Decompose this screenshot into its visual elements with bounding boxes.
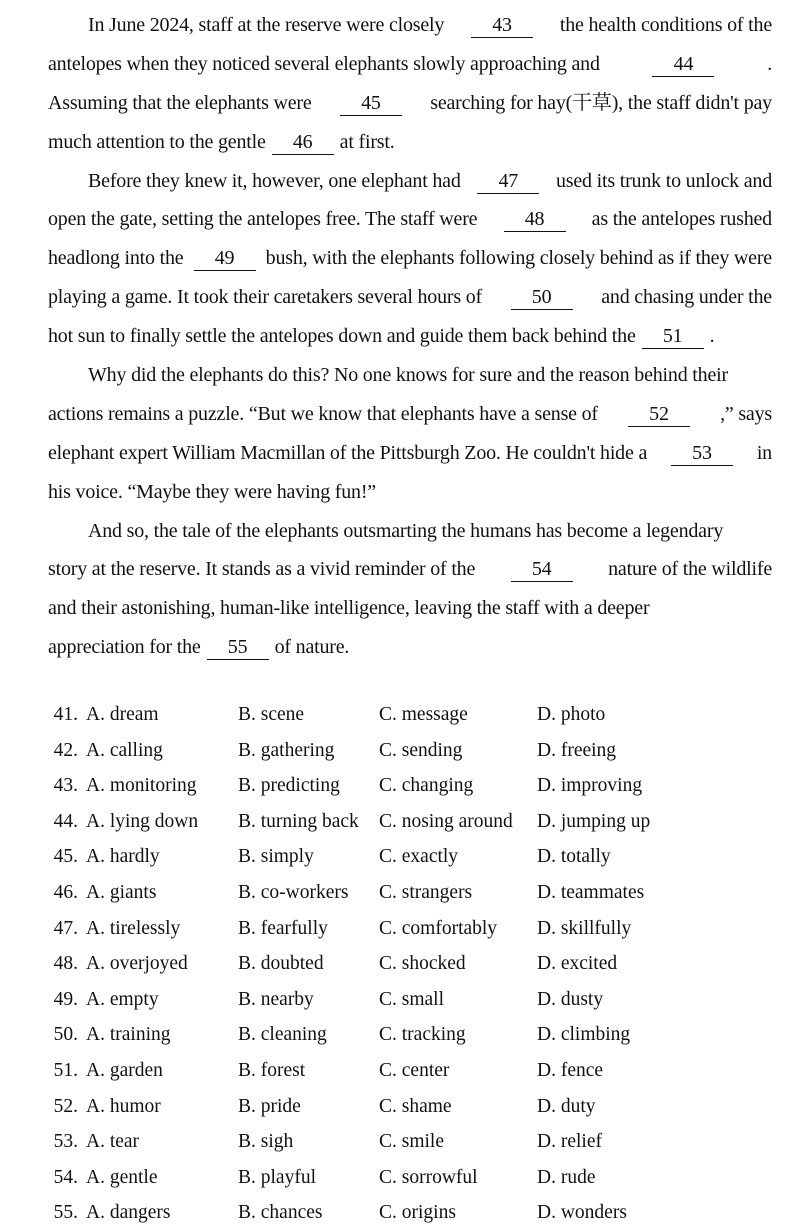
- passage-text: searching for hay(干草), the staff didn't pay: [430, 91, 772, 114]
- option-d: D. freeing: [537, 739, 617, 761]
- option-row-52: [22, 1089, 782, 1125]
- question-number: 51.: [53, 1059, 78, 1081]
- question-number: 50.: [53, 1024, 78, 1046]
- passage-line: [48, 589, 772, 628]
- option-b: B. fearfully: [238, 917, 328, 939]
- passage-text: In June 2024, staff at the reserve were closely: [88, 14, 445, 36]
- passage-line: [48, 84, 772, 123]
- option-d: D. jumping up: [537, 810, 651, 832]
- option-b: B. pride: [238, 1095, 301, 1117]
- passage-text: Before they knew it, however, one elephant had: [88, 169, 461, 192]
- option-b: B. co-workers: [238, 881, 349, 903]
- blank-54: 54: [511, 557, 573, 582]
- passage-line: [48, 550, 772, 589]
- option-b: B. cleaning: [238, 1024, 327, 1046]
- passage-text: Assuming that the elephants were: [48, 91, 312, 114]
- option-b: B. simply: [238, 846, 314, 868]
- option-a: A. calling: [86, 739, 163, 761]
- blank-44: 44: [652, 52, 714, 77]
- option-b: B. forest: [238, 1059, 306, 1081]
- option-b: B. gathering: [238, 739, 335, 761]
- passage-text: nature of the wildlife: [608, 558, 772, 581]
- option-b: B. nearby: [238, 988, 314, 1010]
- option-b: B. chances: [238, 1202, 323, 1224]
- passage-text: Why did the elephants do this? No one knows for sure and the reason behind their: [88, 364, 728, 387]
- option-c: C. smile: [379, 1131, 445, 1153]
- passage-line: [48, 239, 772, 278]
- option-row-53: [22, 1124, 782, 1160]
- option-c: C. sending: [379, 739, 463, 761]
- question-number: 48.: [53, 953, 78, 975]
- option-a: A. overjoyed: [86, 953, 188, 975]
- question-number: 49.: [53, 988, 78, 1010]
- blank-50: 50: [511, 285, 573, 310]
- passage-line: [48, 317, 772, 356]
- passage-text: actions remains a puzzle. “But we know that elephants have a sense of: [48, 402, 598, 425]
- option-a: A. monitoring: [86, 775, 197, 797]
- option-a: A. dream: [86, 704, 159, 725]
- passage-line: [48, 473, 772, 512]
- blank-47: 47: [477, 169, 539, 194]
- option-a: A. gentle: [86, 1166, 158, 1188]
- option-row-46: [22, 875, 782, 911]
- option-c: C. small: [379, 988, 445, 1010]
- option-row-49: [22, 982, 782, 1018]
- blank-51: 51: [642, 324, 704, 349]
- option-b: B. playful: [238, 1166, 316, 1188]
- option-b: B. scene: [238, 704, 305, 725]
- option-c: C. comfortably: [379, 917, 498, 939]
- option-c: C. nosing around: [379, 810, 513, 832]
- option-a: A. lying down: [86, 810, 199, 832]
- option-c: C. origins: [379, 1202, 456, 1224]
- cloze-passage: [48, 6, 772, 667]
- passage-text: at first.: [339, 130, 395, 153]
- passage-text: And so, the tale of the elephants outsmarting the humans has become a legendary: [88, 519, 724, 542]
- passage-line: [48, 200, 772, 239]
- passage-line: [48, 395, 772, 434]
- passage-text: appreciation for the: [48, 636, 201, 659]
- option-d: D. teammates: [537, 881, 645, 903]
- option-c: C. shocked: [379, 953, 466, 975]
- blank-48: 48: [504, 207, 566, 232]
- blank-49: 49: [194, 246, 256, 271]
- passage-text: much attention to the gentle: [48, 130, 266, 153]
- passage-line: [48, 162, 772, 201]
- option-a: A. tirelessly: [86, 917, 181, 939]
- question-number: 46.: [53, 881, 78, 903]
- option-c: C. center: [379, 1059, 450, 1081]
- option-row-44: [22, 804, 782, 840]
- question-number: 54.: [53, 1166, 78, 1188]
- option-d: D. rude: [537, 1166, 596, 1188]
- option-a: A. training: [86, 1024, 171, 1046]
- passage-text: ,” says: [720, 402, 772, 425]
- option-row-48: [22, 946, 782, 982]
- option-row-42: [22, 733, 782, 769]
- blank-52: 52: [628, 402, 690, 427]
- option-a: A. humor: [86, 1095, 161, 1117]
- option-a: A. garden: [86, 1059, 163, 1081]
- option-a: A. hardly: [86, 846, 160, 868]
- option-row-54: [22, 1160, 782, 1196]
- option-c: C. shame: [379, 1095, 452, 1117]
- question-number: 44.: [53, 810, 78, 832]
- option-d: D. wonders: [537, 1202, 627, 1224]
- passage-text: his voice. “Maybe they were having fun!”: [48, 480, 376, 503]
- passage-text: antelopes when they noticed several elephants slowly approaching and: [48, 52, 600, 75]
- passage-line: [48, 123, 772, 162]
- blank-53: 53: [671, 441, 733, 466]
- option-d: D. dusty: [537, 988, 604, 1010]
- passage-line: [48, 278, 772, 317]
- option-row-50: [22, 1017, 782, 1053]
- passage-text: headlong into the: [48, 247, 184, 270]
- question-number: 45.: [53, 846, 78, 868]
- answer-options: [22, 697, 782, 1231]
- passage-line: [48, 45, 772, 84]
- passage-text: as the antelopes rushed: [591, 208, 772, 231]
- option-a: A. tear: [86, 1131, 140, 1153]
- passage-text: playing a game. It took their caretakers several hours of: [48, 286, 482, 309]
- option-c: C. message: [379, 704, 468, 725]
- question-number: 55.: [53, 1202, 78, 1224]
- option-d: D. relief: [537, 1131, 602, 1153]
- option-d: D. fence: [537, 1059, 604, 1081]
- passage-text: hot sun to finally settle the antelopes down and guide them back behind the: [48, 325, 636, 348]
- option-row-55: [22, 1195, 782, 1231]
- passage-text: and chasing under the: [601, 286, 772, 309]
- option-d: D. excited: [537, 953, 618, 975]
- option-d: D. climbing: [537, 1024, 631, 1046]
- option-b: B. turning back: [238, 810, 359, 832]
- blank-43: 43: [471, 13, 533, 38]
- question-number: 53.: [53, 1131, 78, 1153]
- passage-text: of nature.: [274, 636, 350, 659]
- passage-text: open the gate, setting the antelopes free. The staff were: [48, 208, 478, 231]
- blank-45: 45: [340, 91, 402, 116]
- option-row-41: [22, 697, 782, 733]
- passage-text: the health conditions of the: [559, 14, 772, 36]
- passage-line: [48, 356, 772, 395]
- passage-text: .: [709, 325, 715, 348]
- option-c: C. changing: [379, 775, 474, 797]
- option-d: D. improving: [537, 775, 643, 797]
- option-row-45: [22, 839, 782, 875]
- option-b: B. doubted: [238, 953, 324, 975]
- passage-line: [48, 512, 772, 551]
- blank-55: 55: [207, 635, 269, 660]
- option-d: D. skillfully: [537, 917, 632, 939]
- option-b: B. predicting: [238, 775, 340, 797]
- passage-line: [48, 434, 772, 473]
- option-c: C. sorrowful: [379, 1166, 478, 1188]
- question-number: 52.: [53, 1095, 78, 1117]
- passage-line: [48, 6, 772, 45]
- passage-text: .: [767, 52, 772, 75]
- passage-text: in: [756, 441, 772, 464]
- passage-text: and their astonishing, human-like intelligence, leaving the staff with a deeper: [48, 597, 650, 620]
- passage-text: used its trunk to unlock and: [555, 169, 772, 192]
- option-d: D. photo: [537, 704, 606, 725]
- passage-line: [48, 628, 772, 667]
- option-row-51: [22, 1053, 782, 1089]
- question-number: 41.: [53, 704, 78, 725]
- option-a: A. giants: [86, 881, 157, 903]
- option-row-43: [22, 768, 782, 804]
- passage-text: story at the reserve. It stands as a vivid reminder of the: [48, 558, 476, 581]
- option-d: D. totally: [537, 846, 611, 868]
- option-a: A. dangers: [86, 1202, 171, 1224]
- blank-46: 46: [272, 130, 334, 155]
- question-number: 47.: [53, 917, 78, 939]
- option-c: C. strangers: [379, 881, 473, 903]
- option-c: C. exactly: [379, 846, 459, 868]
- option-c: C. tracking: [379, 1024, 466, 1046]
- option-a: A. empty: [86, 988, 159, 1010]
- passage-text: elephant expert William Macmillan of the Pittsburgh Zoo. He couldn't hide a: [48, 441, 648, 464]
- option-d: D. duty: [537, 1095, 596, 1117]
- option-row-47: [22, 911, 782, 947]
- question-number: 43.: [53, 775, 78, 797]
- question-number: 42.: [53, 739, 78, 761]
- passage-text: bush, with the elephants following closely behind as if they were: [265, 247, 772, 270]
- option-b: B. sigh: [238, 1131, 294, 1153]
